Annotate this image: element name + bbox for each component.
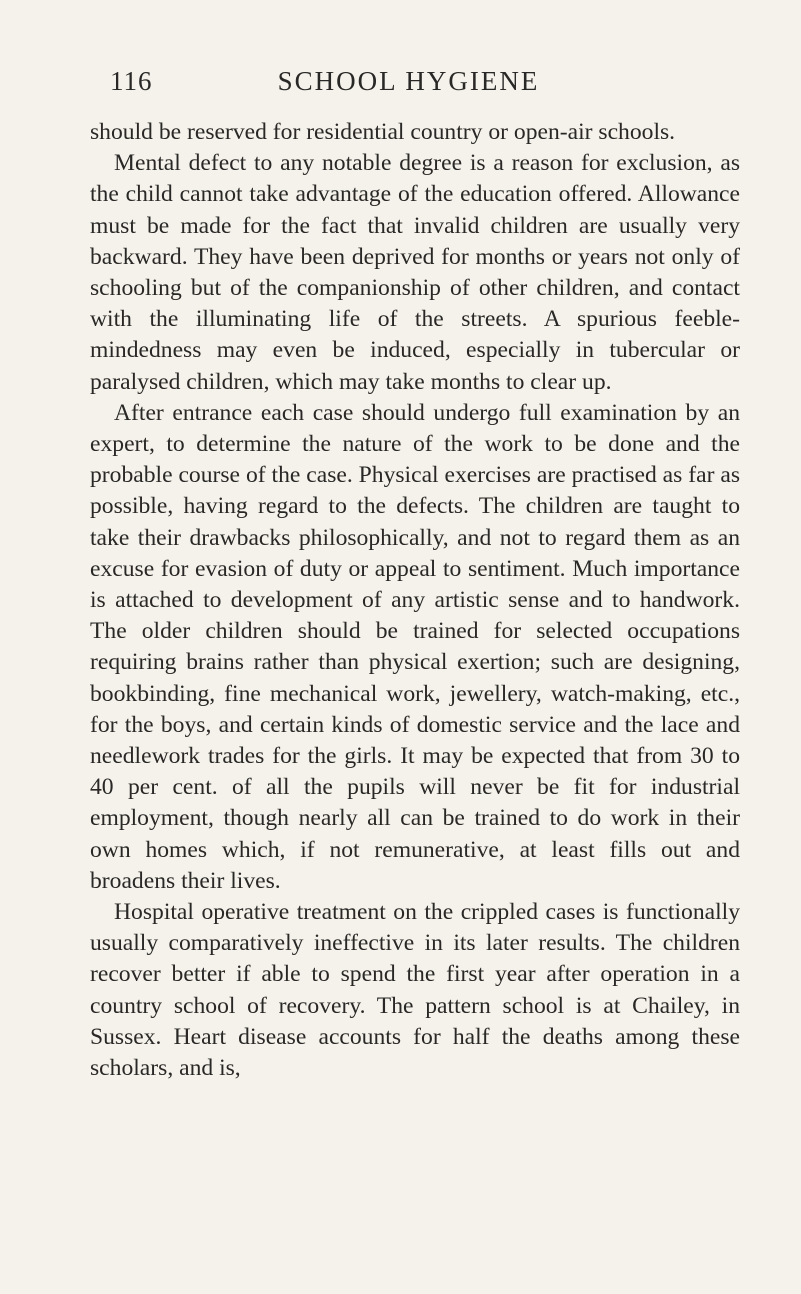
page-number: 116 [110,66,153,96]
page-header [74,66,743,106]
paragraph-hospital-treatment: Hospital operative treatment on the crippled cases is functionally usually comparatively ineffective in its later results. The children recover better if able to spend the first year after operation in a country school of recovery. The pattern school is at Chailey, in Sussex. Heart disease accounts for half the deaths among these scholars, and is, [90,899,740,1082]
paragraph-continued: should be reserved for residential country or open-air schools. [90,119,676,145]
running-title: SCHOOL HYGIENE [277,66,540,96]
paragraph-after-entrance: After entrance each case should undergo full examination by an expert, to determine the nature of the work to be done and the probable course of the case. Physical exercises are practised as far as possible, having regard to the defects. The children are taught to take their drawbacks philosophically, and not to regard them as an excuse for evasion of duty or appeal to sentiment. Much importance is attached to development of any artistic sense and to handwork. The older children should be trained for selected occupations requiring brains rather than physical exertion; such are designing, bookbinding, fine mechanical work, jewellery, watch-making, etc., for the boys, and certain kinds of domestic service and the lace and needlework trades for the girls. It may be expected that from 30 to 40 per cent. of all the pupils will never be fit for industrial employment, though nearly all can be trained to do work in their own homes which, if not remunerative, at least fills out and broadens their lives. [90,399,740,894]
body-text [90,117,740,1084]
paragraph-mental-defect: Mental defect to any notable degree is a reason for exclusion, as the child cannot take advantage of the education offered. Allowance must be made for the fact that invalid children are usually very backward. They have been deprived for months or years not only of schooling but of the companionship of other children, and contact with the illuminating life of the streets. A spurious feeble-mindedness may even be induced, especially in tubercular or paralysed children, which may take months to clear up. [90,150,740,395]
